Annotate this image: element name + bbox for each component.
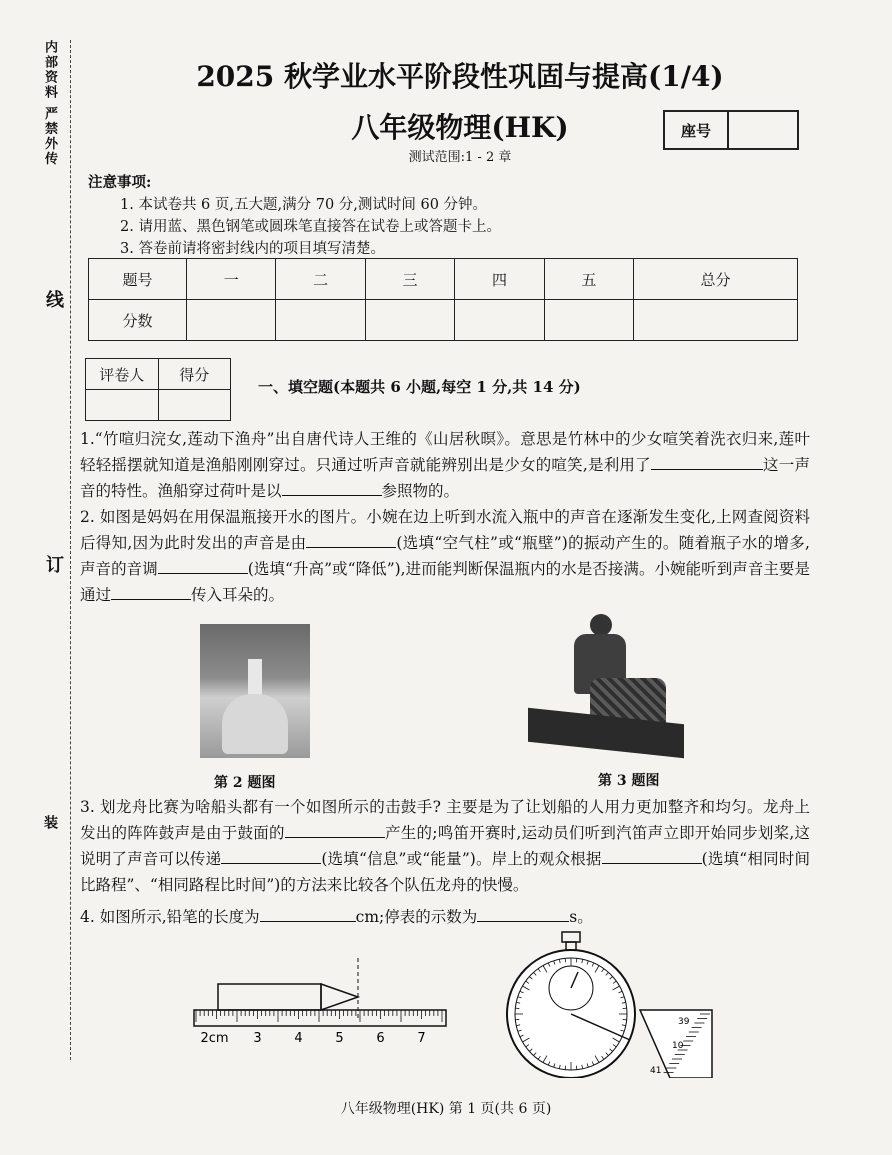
score-cell[interactable] — [187, 300, 276, 341]
answer-blank[interactable] — [282, 479, 382, 496]
drummer-head — [590, 614, 612, 636]
stopwatch-stem — [566, 942, 576, 950]
ruler-figure — [186, 950, 456, 1050]
q2-text-c: (选填“升高”或“降低”),进而能判断保温瓶内的水是否接满。小婉能听到声音主要是通过 — [80, 560, 810, 604]
seal-line — [70, 40, 71, 1060]
side-mark-line: 线 — [43, 290, 64, 310]
note-item: 1. 本试卷共 6 页,五大题,满分 70 分,测试时间 60 分钟。 — [120, 197, 488, 213]
inset-label: 39 — [678, 1017, 690, 1027]
q3-text-d: (选填“相同时间比路程”、“相同路程比时间”)的方法来比较各个队伍龙舟的快慢。 — [80, 850, 810, 894]
figure-3-caption: 第 3 题图 — [598, 773, 660, 789]
notes-heading: 注意事项: — [88, 174, 152, 191]
score-header-cell: 三 — [365, 259, 454, 300]
question-4 — [80, 904, 810, 930]
question-3 — [80, 794, 810, 898]
thermos-bottle — [222, 694, 288, 754]
ruler — [194, 1010, 446, 1026]
q4-text-c: s。 — [569, 908, 593, 926]
answer-blank[interactable] — [306, 531, 396, 548]
ruler-label: 6 — [376, 1031, 385, 1046]
answer-blank[interactable] — [221, 847, 321, 864]
answer-blank[interactable] — [651, 453, 763, 470]
ruler-label: 4 — [294, 1031, 303, 1046]
note-item: 2. 请用蓝、黑色钢笔或圆珠笔直接答在试卷上或答题卡上。 — [120, 219, 501, 235]
ruler-label: 2cm — [200, 1031, 229, 1046]
q1-text-c: 参照物的。 — [381, 482, 460, 500]
answer-blank[interactable] — [111, 583, 191, 600]
score-table-score-row — [89, 300, 798, 341]
score-row-label: 分数 — [89, 300, 187, 341]
score-cell[interactable] — [634, 300, 798, 341]
q3-text-b: 产生的;鸣笛开赛时,运动员们听到汽笛声立即开始同步划桨,这说明了声音可以传递 — [80, 824, 810, 868]
score-header-cell: 二 — [276, 259, 365, 300]
score-cell[interactable] — [276, 300, 365, 341]
q1-text-b: 这一声音的特性。渔船穿过荷叶是以 — [80, 456, 810, 500]
ruler-label: 5 — [335, 1031, 344, 1046]
side-confidential-text: 内部资料 严禁外传 — [42, 40, 57, 167]
q2-text-b: (选填“空气柱”或“瓶壁”)的振动产生的。随着瓶子水的增多,声音的音调 — [80, 534, 810, 578]
section-title: 一、填空题(本题共 6 小题,每空 1 分,共 14 分) — [258, 378, 581, 396]
points-field[interactable] — [158, 390, 231, 421]
score-cell[interactable] — [365, 300, 454, 341]
side-mark-bind: 订 — [43, 555, 64, 575]
exam-title: 2025 秋学业水平阶段性巩固与提高(1/4) — [196, 60, 724, 93]
inset-label: 41 — [650, 1066, 662, 1076]
ruler-labels — [200, 1031, 425, 1046]
q3-text-a: 3. 划龙舟比赛为啥船头都有一个如图所示的击鼓手? 主要是为了让划船的人用力更加整齐和均匀。龙舟上发出的阵阵鼓声是由于鼓面的 — [80, 798, 810, 842]
q2-text-d: 传入耳朵的。 — [191, 586, 285, 604]
ruler-ticks — [196, 1010, 442, 1022]
score-cell[interactable] — [455, 300, 544, 341]
score-header-cell: 总分 — [634, 259, 798, 300]
question-1 — [80, 426, 810, 504]
grader-field[interactable] — [86, 390, 159, 421]
seat-label: 座号 — [665, 112, 729, 148]
score-header-cell: 四 — [455, 259, 544, 300]
ruler-label: 7 — [417, 1031, 426, 1046]
score-cell[interactable] — [544, 300, 633, 341]
exam-notes — [88, 172, 808, 260]
inset-label: 10 — [672, 1041, 684, 1051]
drummer-photo — [528, 612, 686, 762]
q3-text-c: (选填“信息”或“能量”)。岸上的观众根据 — [321, 850, 602, 868]
pencil — [218, 984, 358, 1010]
q2-text-a: 2. 如图是妈妈在用保温瓶接开水的图片。小婉在边上听到水流入瓶中的声音在逐渐发生变化,上网查阅资料后得知,因为此时发出的声音是由 — [80, 508, 810, 552]
score-header-cell: 题号 — [89, 259, 187, 300]
water-stream — [248, 659, 262, 699]
points-label: 得分 — [158, 359, 231, 390]
answer-blank[interactable] — [285, 821, 385, 838]
answer-blank[interactable] — [477, 905, 569, 922]
score-table-header-row — [89, 259, 798, 300]
stopwatch-figure — [500, 928, 720, 1078]
answer-blank[interactable] — [602, 847, 702, 864]
score-table — [88, 258, 798, 341]
note-item: 3. 答卷前请将密封线内的项目填写清楚。 — [120, 241, 385, 257]
stopwatch-crown — [562, 932, 580, 942]
answer-blank[interactable] — [260, 905, 356, 922]
q1-text-a: 1.“竹喧归浣女,莲动下渔舟”出自唐代诗人王维的《山居秋暝》。意思是竹林中的少女喧笑着洗衣归来,莲叶轻轻摇摆就知道是渔船刚刚穿过。只通过听声音就能辨别出是少女的喧笑,是利用了 — [80, 430, 810, 474]
ruler-label: 3 — [253, 1031, 262, 1046]
exam-subtitle: 八年级物理(HK) — [351, 111, 569, 144]
question-2 — [80, 504, 810, 608]
grader-table — [85, 358, 231, 421]
answer-blank[interactable] — [158, 557, 248, 574]
seat-number-box — [663, 110, 799, 150]
q4-text-b: cm;停表的示数为 — [355, 908, 478, 926]
q4-text-a: 4. 如图所示,铅笔的长度为 — [80, 908, 260, 926]
test-range: 测试范围:1 - 2 章 — [408, 150, 512, 165]
seat-number-field[interactable] — [729, 112, 797, 148]
page-footer: 八年级物理(HK) 第 1 页(共 6 页) — [340, 1101, 552, 1117]
thermos-photo — [200, 624, 310, 758]
score-header-cell: 一 — [187, 259, 276, 300]
score-header-cell: 五 — [544, 259, 633, 300]
figure-2-caption: 第 2 题图 — [214, 775, 276, 791]
grader-label: 评卷人 — [86, 359, 159, 390]
side-mark-fold: 装 — [42, 815, 58, 831]
